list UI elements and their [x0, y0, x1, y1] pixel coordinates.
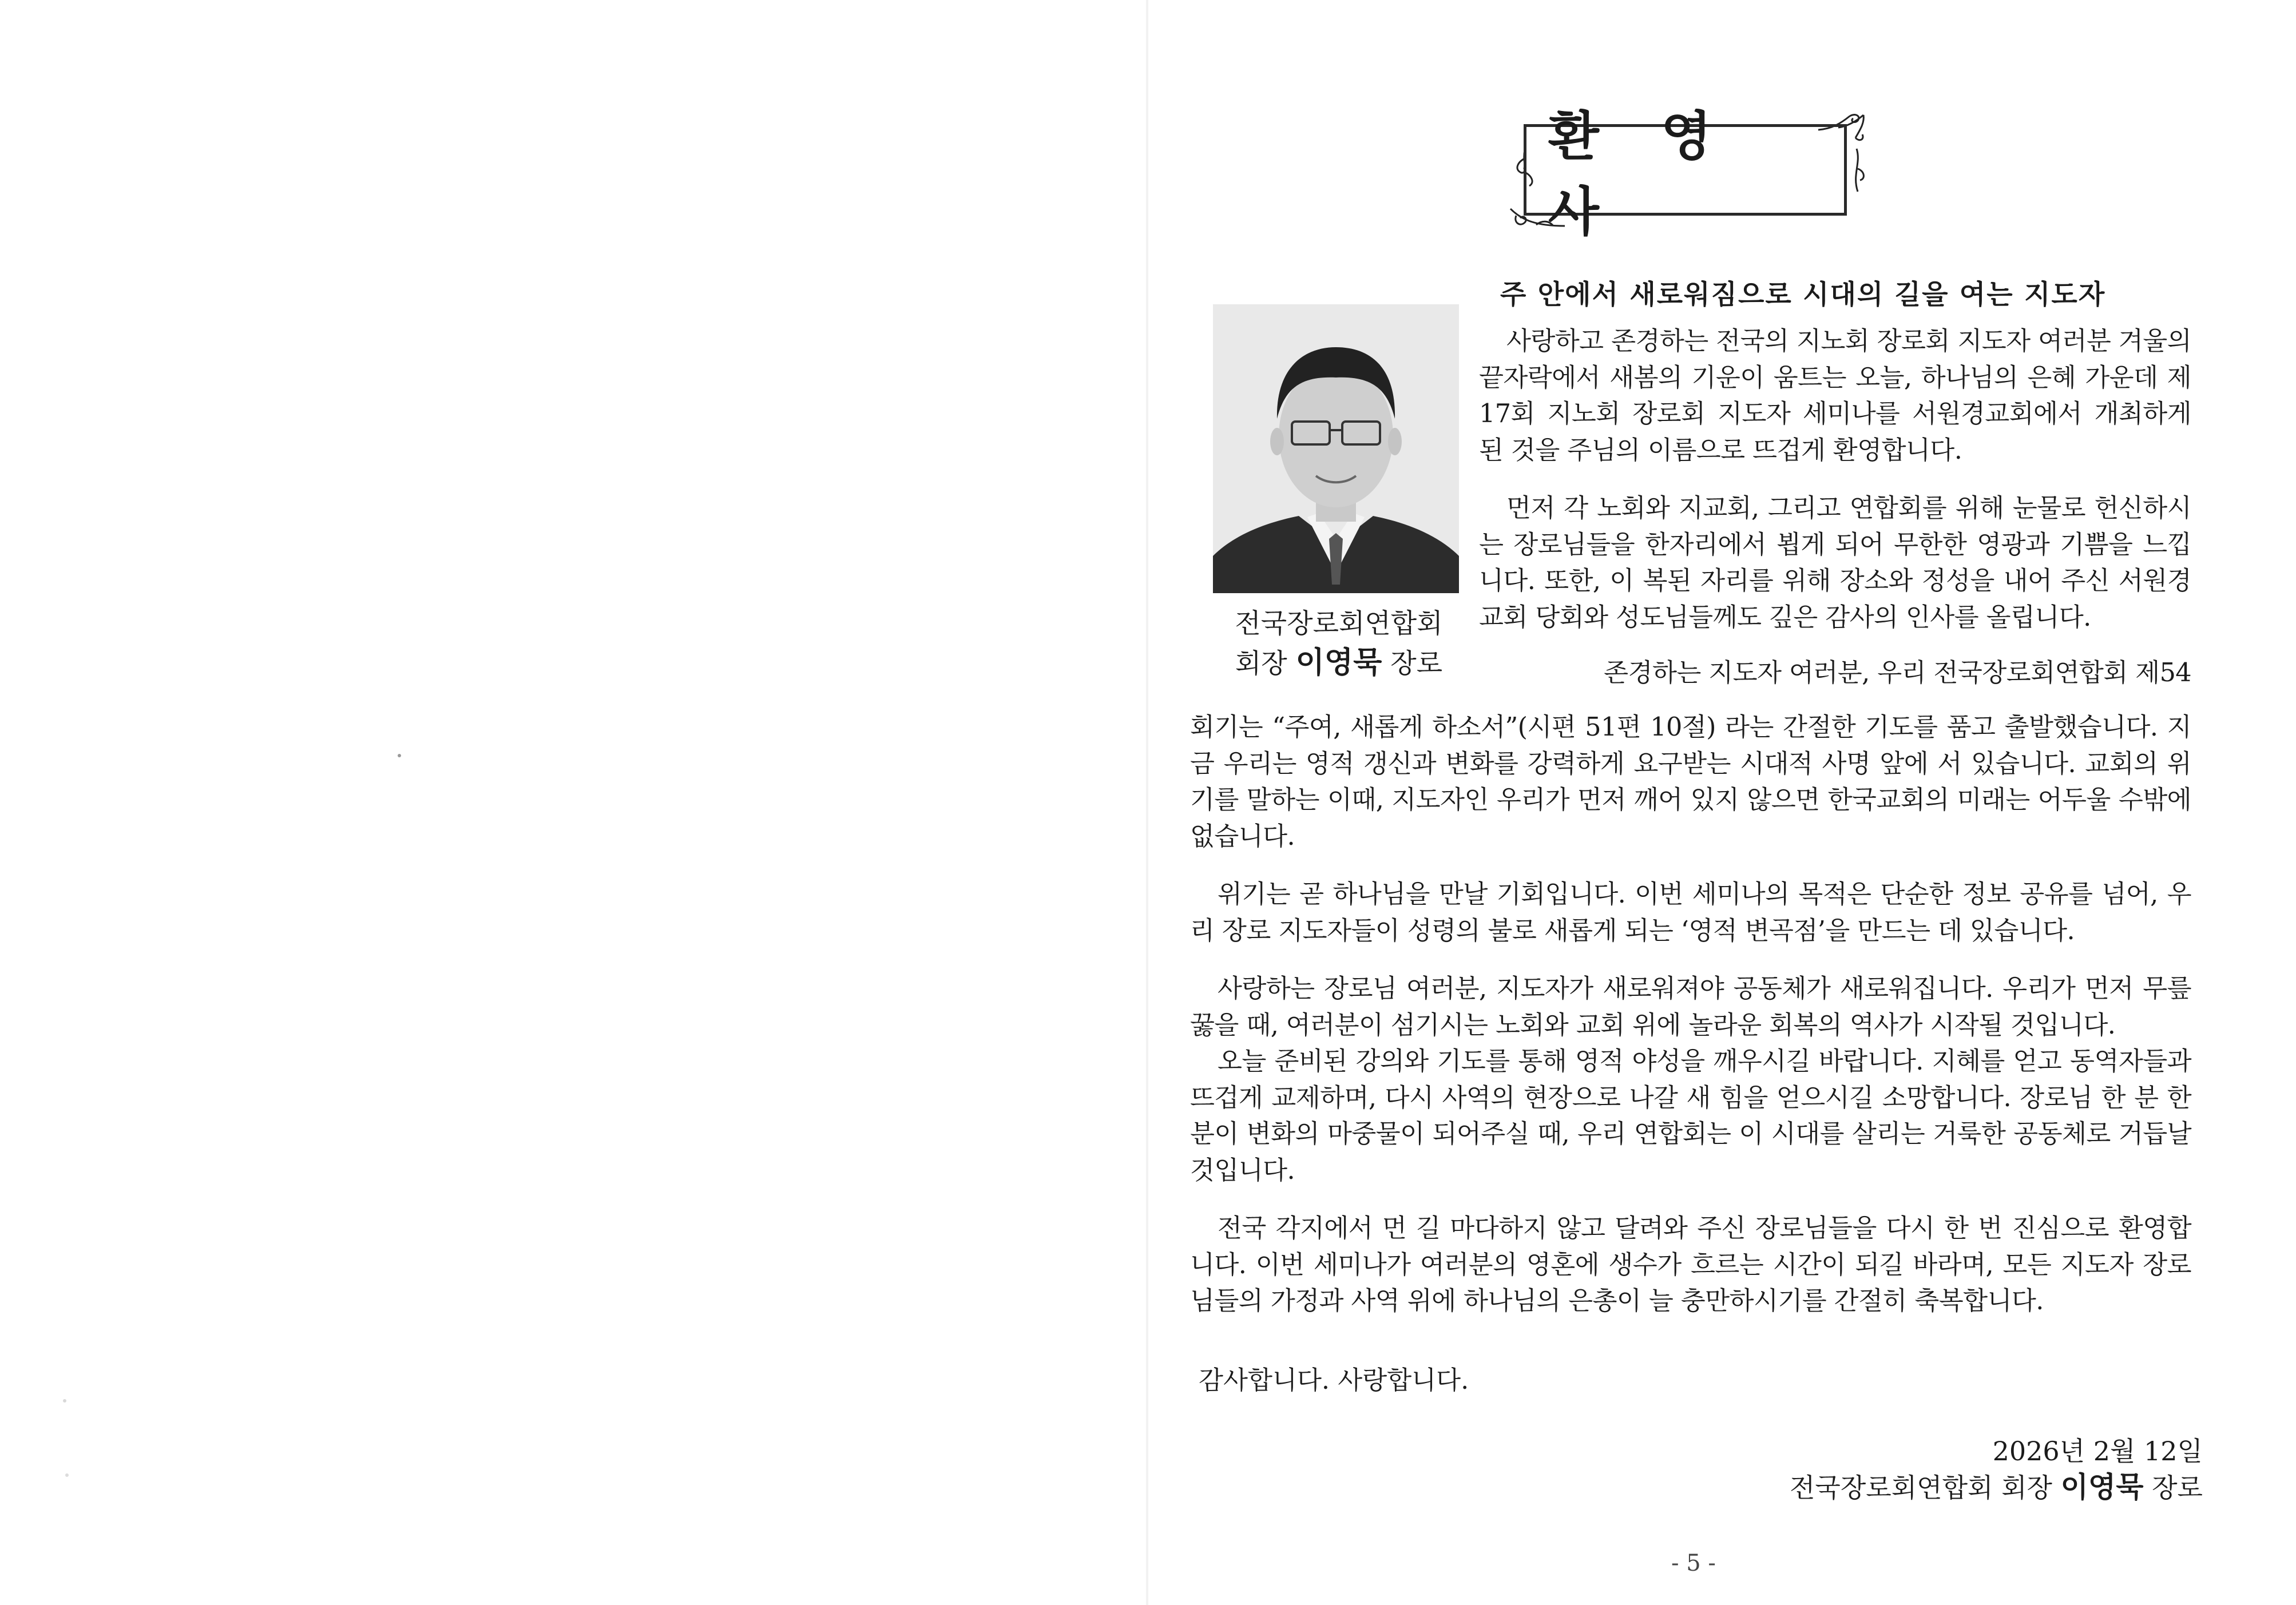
title-box [1524, 106, 1847, 243]
date: 2026년 2월 12일 [1992, 1436, 2203, 1467]
dust-speck [65, 1473, 69, 1477]
caption-name: 이영묵 [1295, 646, 1382, 680]
signature-org-role: 전국장로회연합회 회장 [1789, 1472, 2052, 1503]
signature [1790, 1469, 2203, 1506]
paragraph: 위기는 곧 하나님을 만날 기회입니다. 이번 세미나의 목적은 단순한 정보 공유를 넘어, 우리 장로 지도자들이 성령의 불로 새롭게 되는 ‘영적 변곡점’을 만드는 데 있습니다. [1190, 880, 2191, 945]
paragraph-3-first-line: 존경하는 지도자 여러분, 우리 전국장로회연합회 제54 [1604, 658, 2191, 688]
portrait-photo [1213, 304, 1459, 593]
portrait-illustration [1213, 304, 1459, 593]
caption-name-line [1204, 643, 1473, 684]
dust-speck [63, 1399, 66, 1403]
text-beside-photo [1479, 323, 2191, 692]
title-frame [1508, 106, 1865, 243]
blank-left-page [0, 0, 1147, 1605]
dust-speck [398, 754, 401, 757]
paragraph: 오늘 준비된 강의와 기도를 통해 영적 야성을 깨우시길 바랍니다. 지혜를 얻고 동역자들과 뜨겁게 교제하며, 다시 사역의 현장으로 나갈 새 힘을 얻으시길 소망합니다. 장로님 한 분 한 분이 변화의 마중물이 되어주실 때, 우리 연합회는 이 시대를 살리는 거룩한 공동체로 거듭날 것입니다. [1190, 1047, 2191, 1185]
paragraph: 사랑하는 장로님 여러분, 지도자가 새로워져야 공동체가 새로워집니다. 우리가 먼저 무릎 꿇을 때, 여러분이 섬기시는 노회와 교회 위에 놀라운 회복의 역사가 시작될 것입니다. [1190, 974, 2191, 1040]
page-number: - 5 - [1671, 1550, 1716, 1576]
caption-role: 회장 [1235, 648, 1287, 680]
paragraph: 먼저 각 노회와 지교회, 그리고 연합회를 위해 눈물로 헌신하시는 장로님들을 한자리에서 뵙게 되어 무한한 영광과 기쁨을 느낍니다. 또한, 이 복된 자리를 위해 장소와 정성을 내어 주신 서원경교회 당회와 성도님들께도 깊은 감사의 인사를 올립니다. [1479, 494, 2191, 632]
paragraph: 사랑하고 존경하는 전국의 지노회 장로회 지도자 여러분 겨울의 끝자락에서 새봄의 기운이 움트는 오늘, 하나님의 은혜 가운데 제17회 지노회 장로회 지도자 세미나를 서원경교회에서 개최하게 된 것을 주님의 이름으로 뜨겁게 환영합니다. [1479, 327, 2191, 465]
signature-suffix: 장로 [2152, 1472, 2203, 1503]
photo-caption [1204, 605, 1473, 684]
signature-name: 이영묵 [2060, 1471, 2144, 1504]
paragraph-3-continuation: 회기는 “주여, 새롭게 하소서”(시편 51편 10절) 라는 간절한 기도를 품고 출발했습니다. 지금 우리는 영적 갱신과 변화를 강력하게 요구받는 시대적 사명 앞에 서 있습니다. 교회의 위기를 말하는 이때, 지도자인 우리가 먼저 깨어 있지 않으면 한국교회의 미래는 어두울 수밖에 없습니다. [1190, 713, 2191, 851]
page-title: 환 영 사 [1548, 106, 1734, 243]
text-full-width [1190, 709, 2191, 1320]
page-gutter [1146, 0, 1148, 1605]
corner-ornament-right [1845, 146, 1868, 197]
closing-remark: 감사합니다. 사랑합니다. [1199, 1366, 1469, 1395]
caption-suffix: 장로 [1390, 648, 1443, 680]
subtitle: 주 안에서 새로워짐으로 시대의 길을 여는 지도자 [1500, 279, 2106, 311]
paragraph: 전국 각지에서 먼 길 마다하지 않고 달려와 주신 장로님들을 다시 한 번 진심으로 환영합니다. 이번 세미나가 여러분의 영혼에 생수가 흐르는 시간이 되길 바라며, 모든 지도자 장로님들의 가정과 사역 위에 하나님의 은총이 늘 충만하시기를 간절히 축복합니다. [1190, 1214, 2191, 1316]
caption-organization: 전국장로회연합회 [1235, 608, 1443, 639]
